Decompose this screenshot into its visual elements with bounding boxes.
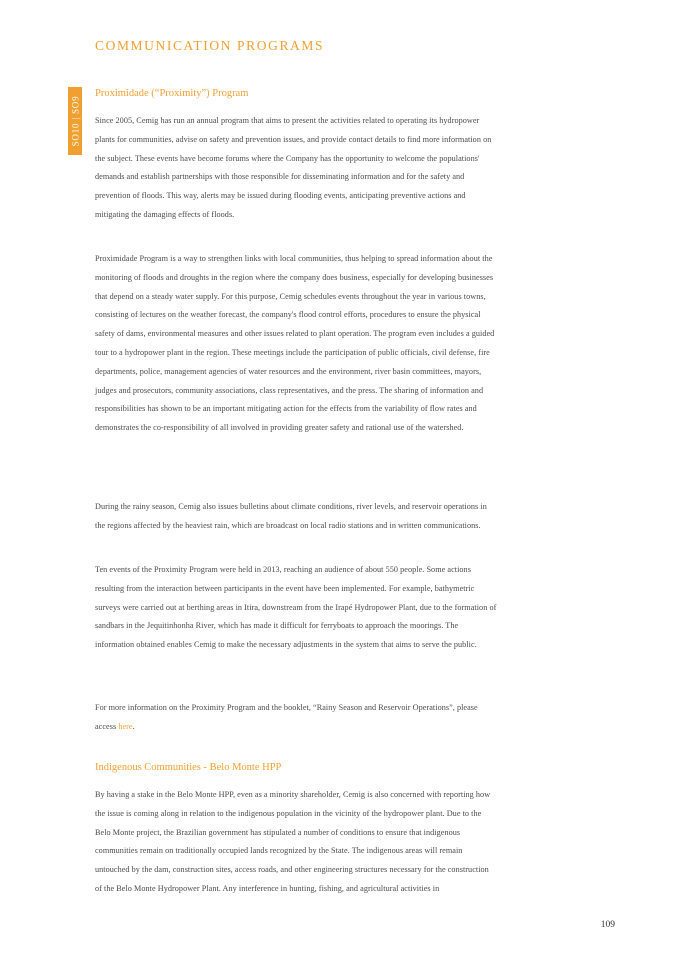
section-tab-label-wrap	[68, 87, 82, 155]
paragraph: Proximidade Program is a way to strengthen links with local communities, thus helping to spread information about the monitoring of floods and droughts in the region where the company does business, especially for developing businesses that depend on a steady water supply. For this purpose, Cemig schedules events throughout the year in various towns, consisting of lectures on the weather forecast, the company's flood control efforts, procedures to ensure the physical safety of dams, environmental measures and other issues related to plant operation. The program even includes a guided tour to a hydropower plant in the region. These meetings include the participation of public officials, civil defense, fire departments, police, management agencies of water resources and the environment, river basin committees, mayors, judges and prosecutors, community associations, class representatives, and the press. The sharing of information and responsibilities has shown to be an important mitigating action for the effects from the variability of flow rates and demonstrates the co-responsibility of all involved in providing greater safety and rational use of the watershed.	[95, 254, 495, 433]
paragraph: During the rainy season, Cemig also issues bulletins about climate conditions, river levels, and reservoir operations in the regions affected by the heaviest rain, which are broadcast on local radio stations and in written communications.	[95, 502, 487, 530]
paragraph: By having a stake in the Belo Monte HPP, even as a minority shareholder, Cemig is also concerned with reporting how the issue is coming along in relation to the indigenous population in the vicinity of the hydropower plant. Due to the Belo Monte project, the Brazilian government has stipulated a number of conditions to ensure that indigenous communities remain on traditionally occupied lands recognized by the State. The indigenous areas will remain untouched by the dam, construction sites, access roads, and other engineering structures necessary for the construction of the Belo Monte Hydropower Plant. Any interference in hunting, fishing, and agricultural activities in	[95, 790, 491, 893]
paragraph: Since 2005, Cemig has run an annual program that aims to present the activities related to operating its hydropower plants for communities, advise on safety and prevention issues, and provide contact details to find more information on the subject. These events have become forums where the Company has the opportunity to welcome the populations' demands and establish partnerships with those responsible for disseminating information and for the safety and prevention of floods. This way, alerts may be issued during flooding events, anticipating preventive actions and mitigating the damaging effects of floods.	[95, 116, 492, 219]
page-title: COMMUNICATION PROGRAMS	[95, 38, 325, 53]
page-number: 109	[600, 920, 615, 930]
more-info-end: .	[132, 721, 135, 731]
section-heading-indigenous: Indigenous Communities - Belo Monte HPP	[95, 762, 282, 773]
paragraph: Ten events of the Proximity Program were held in 2013, reaching an audience of about 550 people. Some actions resulting from the interaction between participants in the event have been implemented. For example, bathymetric surveys were carried out at berthing areas in Itira, downstream from the Irapé Hydropower Plant, due to the formation of sandbars in the Jequitinhonha River, which has made it difficult for ferryboats to approach the moorings. The information obtained enables Cemig to make the necessary adjustments in the system that aims to serve the public.	[95, 565, 497, 650]
section-tab-label: SO10 | SO9	[70, 95, 80, 147]
more-info-text: For more information on the Proximity Program and the booklet, “Rainy Season and Reservoir Operations”, please access	[95, 703, 478, 731]
paragraph-more-info	[95, 699, 497, 737]
here-link[interactable]: here	[118, 721, 133, 731]
section-heading-proximity: Proximidade (“Proximity”) Program	[95, 88, 249, 99]
